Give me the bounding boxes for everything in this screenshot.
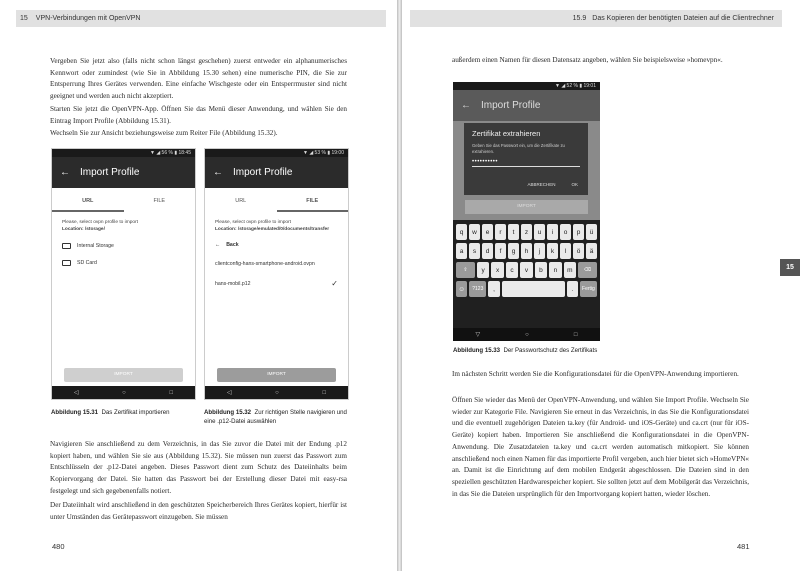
app-bar [205,157,348,188]
shift-key[interactable]: ⇧ [456,262,475,278]
key[interactable]: x [491,262,503,278]
list-item-label: Internal Storage [77,242,114,249]
paragraph: Der Dateiinhalt wird anschließend in den geschützten Speicherbereich Ihres Gerätes kopiert, hierfür ist unter Umständen das Gerätepasswort einzugeben. Sie müssen [50,501,347,521]
password-field[interactable]: •••••••••• [472,159,580,167]
caption-text: Zur richtigen Stelle navigieren und eine .p12-Datei auswählen [204,409,347,425]
key[interactable]: q [456,224,467,240]
key[interactable]: b [535,262,547,278]
key[interactable]: f [495,243,506,259]
tab-bar [205,192,348,212]
key[interactable]: ö [573,243,584,259]
paragraph: Starten Sie jetzt die OpenVPN-App. Öffnen Sie das Menü dieser Anwendung, und wählen Sie den Eintrag Import Profile (Abbildung 15.31). [50,105,347,125]
screenshot-import-file [204,148,349,400]
hint-text: Please, select ovpn profile to import [62,220,138,225]
recent-nav-icon[interactable]: □ [169,389,174,396]
figure-caption [453,347,743,356]
tab-file[interactable]: FILE [153,198,166,204]
ok-button[interactable]: OK [571,182,578,187]
key[interactable]: l [560,243,571,259]
chapter-thumb-tab: 15 [780,259,800,276]
page-number: 480 [52,542,65,551]
dialog-title: Zertifikat extrahieren [472,129,541,138]
keyboard-row [456,281,597,297]
comma-key[interactable]: , [488,281,499,297]
key[interactable]: c [506,262,518,278]
nav-bar [205,386,348,399]
key[interactable]: h [521,243,532,259]
import-button[interactable]: IMPORT [217,368,336,382]
app-title: Import Profile [80,167,140,178]
chapter-title: VPN-Verbindungen mit OpenVPN [35,15,141,22]
back-arrow-icon[interactable]: ← [461,100,471,111]
list-item-label: SD Card [77,259,97,266]
keyboard-row [456,262,597,278]
key[interactable]: ü [586,224,597,240]
back-nav-icon[interactable]: ◁ [226,390,232,396]
recent-nav-icon[interactable]: □ [573,331,578,338]
caption-text: Das Zertifikat importieren [101,409,170,416]
chapter-number: 15 [20,15,28,22]
app-bar [453,90,600,121]
caption-label: Abbildung 15.31 [51,409,99,416]
tab-url[interactable]: URL [52,192,124,212]
keyboard-row [456,224,597,240]
key[interactable]: m [564,262,576,278]
back-label: Back [226,241,239,248]
emoji-key[interactable]: ☺ [456,281,467,297]
symbols-key[interactable]: ?123 [469,281,486,297]
status-bar: ▼ ◢ 53 % ▮ 19:00 [205,149,348,157]
done-key[interactable]: Fertig [580,281,597,297]
nav-bar [52,386,195,399]
backspace-key[interactable]: ⌫ [578,262,597,278]
key[interactable]: t [508,224,519,240]
location-text: Location: /storage/emulated/0/documents/transfer [215,226,330,232]
file-name: clientconfig-hans-smartphone-android.ovpn [215,260,315,267]
file-name: hans-mobil.p12 [215,280,251,287]
checkmark-icon: ✓ [331,279,338,288]
paragraph: Vergeben Sie jetzt also (falls nicht schon längst geschehen) zuerst entweder ein alphanumerisches Kennwort oder zumindest (wie Sie in Abbildung 15.30 sehen) eine numerische PIN, die Sie zur Entsperrung Ihres Gerätes verwenden. Eine einfache Wischgeste oder ein Entsperrmuster sind nicht geeignet und werden auch nicht akzeptiert. [50,57,347,101]
app-bar [52,157,195,188]
caption-text: Der Passwortschutz des Zertifikats [503,347,598,354]
app-title: Import Profile [233,167,293,178]
list-item[interactable] [205,275,348,292]
home-nav-icon[interactable]: ○ [525,331,529,338]
space-key[interactable] [502,281,565,297]
dialog-message: Geben Sie das Passwort ein, um die Zertifikate zu extrahieren. [472,143,565,154]
back-arrow-icon[interactable]: ← [60,167,70,178]
back-nav-icon[interactable]: ▽ [475,332,481,338]
right-page [402,0,800,571]
key[interactable]: a [456,243,467,259]
running-header [16,10,386,27]
key[interactable]: o [560,224,571,240]
nav-bar [453,328,600,341]
recent-nav-icon[interactable]: □ [322,389,327,396]
key[interactable]: ä [586,243,597,259]
tab-url[interactable]: URL [235,198,247,204]
password-dialog [464,123,588,195]
back-arrow-icon: ← [215,241,221,248]
key[interactable]: e [482,224,493,240]
period-key[interactable]: . [567,281,578,297]
cancel-button[interactable]: ABBRECHEN [527,182,556,187]
app-title: Import Profile [481,100,541,111]
home-nav-icon[interactable]: ○ [275,389,279,396]
key[interactable]: w [469,224,480,240]
home-nav-icon[interactable]: ○ [122,389,126,396]
key[interactable]: k [547,243,558,259]
key[interactable]: d [482,243,493,259]
running-header [410,10,782,27]
key[interactable]: v [520,262,532,278]
folder-icon [62,243,71,249]
import-button[interactable]: IMPORT [465,200,588,214]
import-button[interactable]: IMPORT [64,368,183,382]
status-bar: ▼ ◢ 52 % ▮ 19:01 [453,82,600,90]
keyboard-row [456,243,597,259]
paragraph: außerdem einen Namen für diesen Datensatz angeben, wählen Sie beispielsweise »homevpn«. [452,56,723,64]
caption-label: Abbildung 15.33 [453,347,501,354]
left-page [0,0,397,571]
status-bar: ▼ ◢ 56 % ▮ 18:45 [52,149,195,157]
key[interactable]: n [549,262,561,278]
list-item[interactable] [52,254,195,271]
tab-bar [52,192,195,212]
paragraph: Öffnen Sie wieder das Menü der OpenVPN-Anwendung, und wählen Sie Import Profile. Wechseln Sie wieder zur Kategorie File. Navigieren Sie erneut in das Verzeichnis, in das Sie die Konfigurationsdatei und die eventuell zugehörigen Dateien ta.key (für Android- und iOS-Geräte) und ca.crt (nur für iOS-Geräte) kopiert haben. Importieren Sie anschließend die Konfigurationsdatei in die OpenVPN-Anwendung. Die Zusatzdateien ta.key und ca.crt werden automatisch mitkopiert. Sie können anschließend noch einen Namen für das importierte Profil vergeben, auch hier bietet sich »HomeVPN« an. Damit ist die Einrichtung auf dem mobilen Endgerät abgeschlossen. Die Dateien sind in den speziellen geschützten Hardwarespeicher kopiert. Sie sollten jetzt auf dem Mobilgerät das Verzeichnis, in das Sie die Dateien ursprünglich für den Importvorgang kopiert hatten, wieder löschen. [452,396,749,498]
key[interactable]: p [573,224,584,240]
paragraph: Im nächsten Schritt werden Sie die Konfigurationsdatei für die OpenVPN-Anwendung importieren. [452,370,739,378]
hint-text: Please, select ovpn profile to import [215,220,291,225]
caption-label: Abbildung 15.32 [204,409,252,416]
figure-caption [51,409,199,418]
key[interactable]: r [495,224,506,240]
figure-caption [204,409,349,426]
screenshot-password-dialog [453,82,600,341]
tab-file[interactable]: FILE [277,192,349,212]
key[interactable]: u [534,224,545,240]
list-item[interactable] [52,237,195,254]
page-number: 481 [737,542,750,551]
folder-icon [62,260,71,266]
key[interactable]: y [477,262,489,278]
key[interactable]: j [534,243,545,259]
back-item[interactable] [205,236,348,253]
section-title: Das Kopieren der benötigten Dateien auf die Clientrechner [592,15,774,22]
back-nav-icon[interactable]: ◁ [73,390,79,396]
location-text: Location: /storage/ [62,226,105,232]
screenshot-import-url [51,148,196,400]
paragraph: Navigieren Sie anschließend zu dem Verzeichnis, in das Sie zuvor die Datei mit der Endung .p12 kopiert haben, und wählen Sie sie aus (Abbildung 15.32). Sie müssen nun zuerst das Passwort zum Entschlüsseln der .p12-Datei angeben. Dieses Passwort dient zum Schutz des Dateiinhalts beim Kopiervorgang der Datei. Sie hatten das Passwort bei der Erstellung dieser Datei mit easy-rsa festgelegt und sich gegebenenfalls notiert. [50,440,347,495]
paragraph: Wechseln Sie zur Ansicht beziehungsweise zum Reiter File (Abbildung 15.32). [50,129,278,137]
key[interactable]: s [469,243,480,259]
key[interactable]: g [508,243,519,259]
soft-keyboard [453,220,600,328]
dialog-buttons [527,182,578,187]
list-item[interactable] [205,253,348,275]
key[interactable]: i [547,224,558,240]
back-arrow-icon[interactable]: ← [213,167,223,178]
section-number: 15.9 [572,15,587,22]
key[interactable]: z [521,224,532,240]
